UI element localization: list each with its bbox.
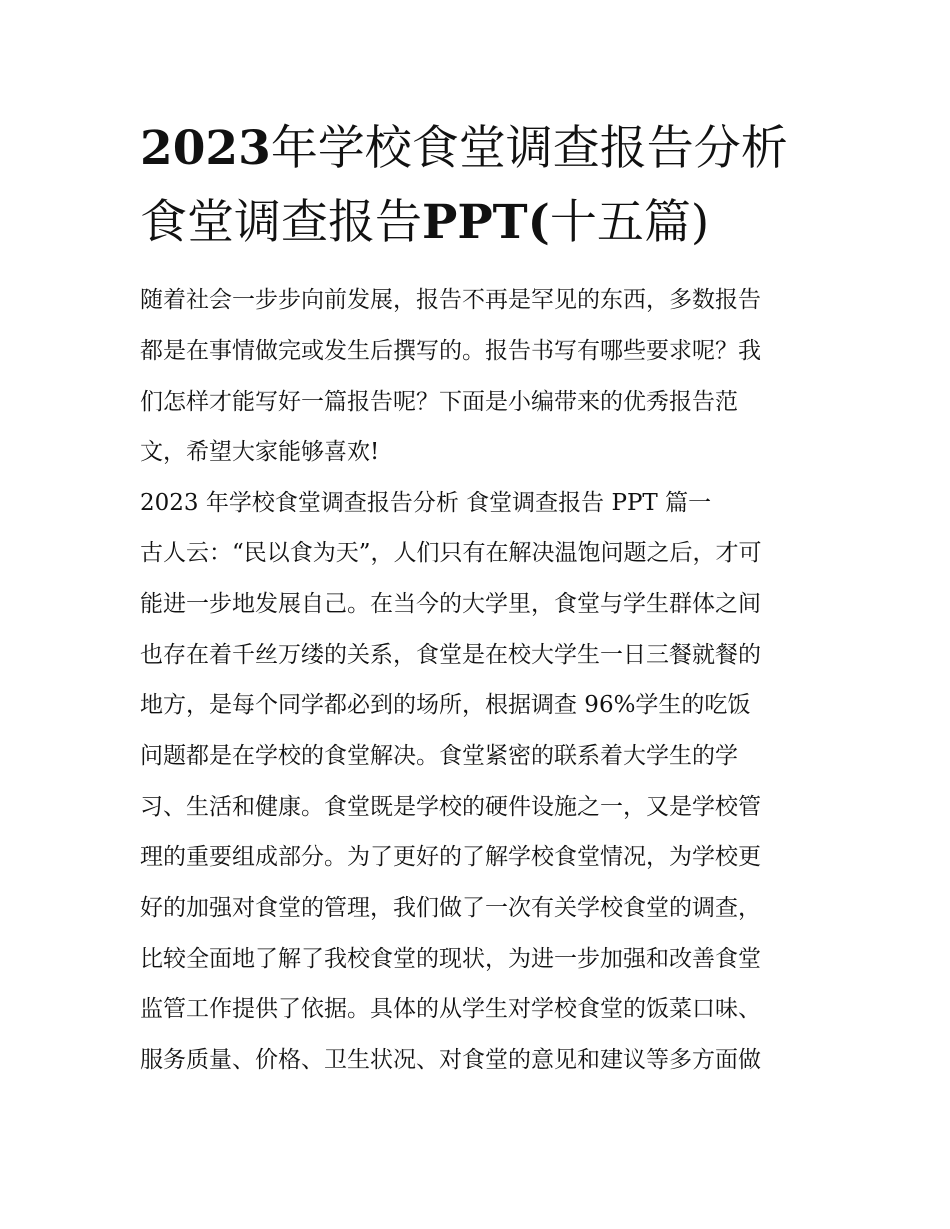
- body-line: 也存在着千丝万缕的关系，食堂是在校大学生一日三餐就餐的: [140, 642, 761, 668]
- title-year: 2023: [140, 121, 271, 176]
- title-line1-text: 年学校食堂调查报告分析: [270, 121, 788, 176]
- body-line: 古人云：“民以食为天”，人们只有在解决温饱问题之后，才可: [140, 540, 762, 566]
- document-title: [140, 112, 820, 260]
- body-line: 理的重要组成部分。为了更好的了解学校食堂情况，为学校更: [140, 844, 761, 870]
- body-line: 地方，是每个同学都必到的场所，根据调查 96%学生的吃饭: [140, 692, 751, 718]
- body-line: 文，希望大家能够喜欢!: [140, 439, 380, 465]
- body-line: 比较全面地了解了我校食堂的现状，为进一步加强和改善食堂: [140, 946, 761, 972]
- section-heading: 2023 年学校食堂调查报告分析 食堂调查报告 PPT 篇一: [140, 490, 712, 516]
- body-line: 服务质量、价格、卫生状况、对食堂的意见和建议等多方面做: [140, 1047, 761, 1073]
- title-line2-text: 食堂调查报告: [140, 195, 422, 250]
- body-line: 好的加强对食堂的管理，我们做了一次有关学校食堂的调查，: [140, 895, 761, 921]
- body-line: 都是在事情做完或发生后撰写的。报告书写有哪些要求呢？我: [140, 338, 761, 364]
- title-line2-suffix: 十五篇): [549, 195, 710, 250]
- body-line: 随着社会一步步向前发展，报告不再是罕见的东西，多数报告: [140, 287, 761, 313]
- body-line: 习、生活和健康。食堂既是学校的硬件设施之一，又是学校管: [140, 794, 761, 820]
- body-line: 能进一步地发展自己。在当今的大学里，食堂与学生群体之间: [140, 591, 761, 617]
- title-ppt: PPT(: [422, 195, 550, 250]
- body-line: 问题都是在学校的食堂解决。食堂紧密的联系着大学生的学: [140, 743, 738, 769]
- body-line: 们怎样才能写好一篇报告呢？下面是小编带来的优秀报告范: [140, 389, 738, 415]
- body-line: 监管工作提供了依据。具体的从学生对学校食堂的饭菜口味、: [140, 996, 761, 1022]
